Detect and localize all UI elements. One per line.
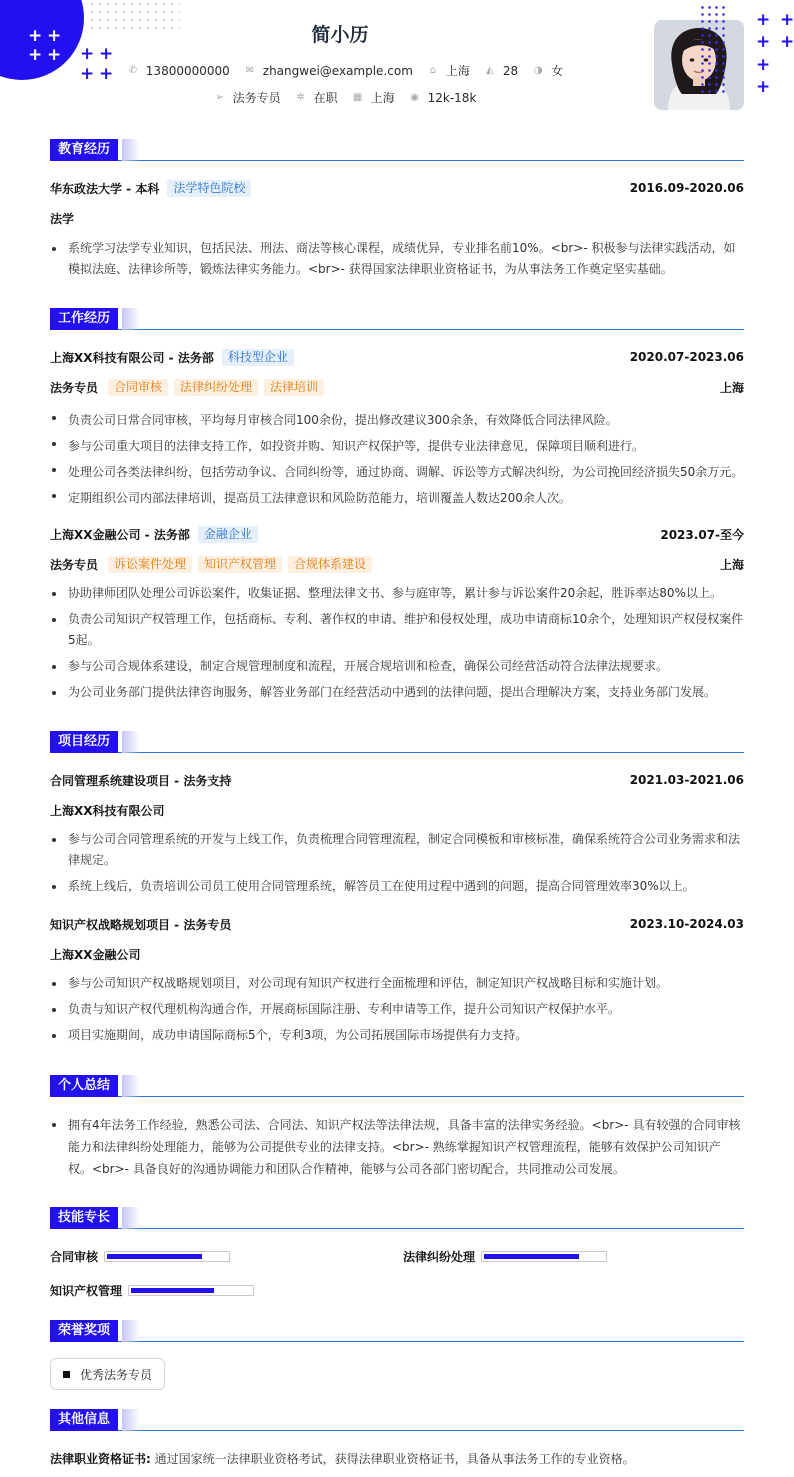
- work-city: 上海: [719, 557, 744, 572]
- section-title: 荣誉奖项: [50, 1320, 118, 1342]
- plus-icon: +: [47, 45, 62, 65]
- square-icon: [63, 1371, 70, 1378]
- plus-icon: +: [99, 44, 114, 64]
- home-icon: ⌂: [429, 65, 437, 76]
- plus-icon: +: [780, 10, 794, 30]
- company-tag: 科技型企业: [222, 349, 294, 366]
- section-title: 项目经历: [50, 731, 118, 753]
- skill-name: 法律纠纷处理: [403, 1250, 476, 1264]
- list-item: 系统学习法学专业知识，包括民法、刑法、商法等核心课程，成绩优异，专业排名前10%。<br>- 积极参与法律实践活动，如模拟法庭、法律诊所等，锻炼法律实务能力。<br>- 获得国家法律职业资格证书，为从事法务工作奠定坚实基础。: [50, 238, 744, 280]
- skill-tag: 知识产权管理: [198, 556, 282, 573]
- project-org: 上海XX科技有限公司: [50, 803, 165, 818]
- skill-item: [50, 1282, 254, 1299]
- skill-tag: 诉讼案件处理: [108, 556, 192, 573]
- skills-section: [50, 1207, 744, 1229]
- major: 法学: [50, 211, 75, 226]
- school: 华东政法大学 - 本科: [50, 181, 160, 196]
- contact-row: [128, 62, 564, 79]
- list-item: 负责公司知识产权管理工作，包括商标、专利、著作权的申请、维护和侵权处理，成功申请商标10余个，处理知识产权侵权案件5起。: [50, 609, 744, 651]
- list-item: 参与公司合规体系建设，制定合规管理制度和流程，开展合规培训和检查，确保公司经营活动符合法律法规要求。: [50, 656, 744, 677]
- section-title: 技能专长: [50, 1207, 118, 1229]
- section-title: 教育经历: [50, 139, 118, 161]
- company: 上海XX科技有限公司 - 法务部: [50, 350, 214, 365]
- education-section: [50, 139, 744, 280]
- salary-icon: ◉: [410, 92, 419, 103]
- skill-tag: 合同审核: [108, 379, 168, 396]
- skill-fill: [131, 1288, 214, 1293]
- list-item: 定期组织公司内部法律培训，提高员工法律意识和风险防范能力，培训覆盖人数达200余人次。: [50, 485, 744, 511]
- list-item: 协助律师团队处理公司诉讼案件，收集证据、整理法律文书、参与庭审等，累计参与诉讼案件20余起，胜诉率达80%以上。: [50, 583, 744, 604]
- project-title: 合同管理系统建设项目 - 法务支持: [50, 773, 232, 788]
- location: 上海: [445, 64, 470, 78]
- skill-tag: 法律纠纷处理: [174, 379, 258, 396]
- plus-icon: +: [756, 10, 771, 30]
- project-date: 2023.10-2024.03: [629, 917, 744, 931]
- project-title: 知识产权战略规划项目 - 法务专员: [50, 917, 232, 932]
- section-title: 个人总结: [50, 1075, 118, 1097]
- decor-dots: [699, 4, 727, 96]
- skill-name: 合同审核: [50, 1250, 99, 1264]
- list-item: 为公司业务部门提供法律咨询服务，解答业务部门在经营活动中遇到的法律问题，提出合理解决方案，支持业务部门发展。: [50, 682, 744, 703]
- age: 28: [502, 63, 519, 78]
- list-item: 负责公司日常合同审核，平均每月审核合同100余份，提出修改建议300余条，有效降低合同法律风险。: [50, 407, 744, 433]
- age-icon: ◭: [486, 65, 494, 76]
- list-item: 系统上线后，负责培训公司员工使用合同管理系统，解答员工在使用过程中遇到的问题，提高合同管理效率30%以上。: [50, 876, 744, 897]
- plus-icon: +: [780, 32, 794, 52]
- work-section: [50, 308, 744, 703]
- list-item: 处理公司各类法律纠纷，包括劳动争议、合同纠纷等，通过协商、调解、诉讼等方式解决纠纷，为公司挽回经济损失50余万元。: [50, 459, 744, 485]
- plus-icon: +: [99, 64, 114, 84]
- skill-tag: 合规体系建设: [288, 556, 372, 573]
- skill-bar: [104, 1251, 230, 1262]
- plus-icon: +: [756, 32, 771, 52]
- email: zhangwei@example.com: [262, 63, 413, 78]
- salary: 12k-18k: [427, 90, 477, 105]
- work-date: 2023.07-至今: [660, 527, 744, 542]
- company: 上海XX金融公司 - 法务部: [50, 527, 190, 542]
- plus-icon: +: [80, 64, 95, 84]
- other-value: 通过国家统一法律职业资格考试，获得法律职业资格证书，具备从事法务工作的专业资格。: [154, 1452, 635, 1466]
- projects-section: [50, 731, 744, 1046]
- plus-icon: +: [756, 55, 771, 75]
- award-badge: [50, 1358, 165, 1390]
- email-icon: ✉: [245, 65, 254, 76]
- other-info: [50, 1450, 635, 1467]
- skill-bar: [481, 1251, 607, 1262]
- plus-icon: +: [47, 26, 62, 46]
- gender: 女: [551, 64, 564, 78]
- skill-fill: [107, 1254, 202, 1259]
- edu-date: 2016.09-2020.06: [629, 181, 744, 195]
- plus-icon: +: [756, 77, 771, 97]
- role: 法务专员: [50, 557, 99, 572]
- list-item: 参与公司知识产权战略规划项目，对公司现有知识产权进行全面梳理和评估，制定知识产权战略目标和实施计划。: [50, 973, 744, 994]
- project-date: 2021.03-2021.06: [629, 773, 744, 787]
- skill-item: [50, 1248, 230, 1265]
- building-icon: ▦: [352, 92, 363, 103]
- summary-section: [50, 1075, 744, 1180]
- plus-icon: +: [28, 26, 43, 46]
- section-title: 工作经历: [50, 308, 118, 330]
- school-tag: 法学特色院校: [167, 180, 251, 197]
- work-date: 2020.07-2023.06: [629, 350, 744, 364]
- status-icon: ✲: [296, 92, 305, 103]
- skill-fill: [484, 1254, 579, 1259]
- skill-tag: 法律培训: [264, 379, 324, 396]
- skill-item: [403, 1248, 607, 1265]
- job-status: 在职: [313, 91, 338, 105]
- other-label: 法律职业资格证书:: [50, 1452, 151, 1466]
- job-title: 法务专员: [232, 91, 281, 105]
- role: 法务专员: [50, 380, 99, 395]
- list-item: 拥有4年法务工作经验，熟悉公司法、合同法、知识产权法等法律法规，具备丰富的法律实务经验。<br>- 具有较强的合同审核能力和法律纠纷处理能力，能够为公司提供专业的法律支持。<br>- 熟练掌握知识产权管理流程，能够有效保护公司知识产权。<br>- 具备良好的沟通协调能力和团队合作精神，能够与公司各部门密切配合，共同推动公司发展。: [50, 1114, 744, 1180]
- other-section: [50, 1409, 744, 1431]
- list-item: 项目实施期间，成功申请国际商标5个，专利3项，为公司拓展国际市场提供有力支持。: [50, 1025, 744, 1046]
- plus-icon: +: [80, 44, 95, 64]
- skill-name: 知识产权管理: [50, 1284, 123, 1298]
- award-name: 优秀法务专员: [80, 1367, 153, 1382]
- target-city: 上海: [370, 91, 395, 105]
- phone-icon: ✆: [128, 65, 137, 76]
- awards-section: [50, 1320, 744, 1342]
- work-city: 上海: [719, 380, 744, 395]
- list-item: 负责与知识产权代理机构沟通合作，开展商标国际注册、专利申请等工作，提升公司知识产权保护水平。: [50, 999, 744, 1020]
- project-org: 上海XX金融公司: [50, 947, 141, 962]
- company-tag: 金融企业: [198, 526, 258, 543]
- skill-bar: [128, 1285, 254, 1296]
- list-item: 参与公司合同管理系统的开发与上线工作，负责梳理合同管理流程，制定合同模板和审核标准，确保系统符合公司业务需求和法律规定。: [50, 829, 744, 871]
- intent-row: [130, 89, 560, 106]
- section-title: 其他信息: [50, 1409, 118, 1431]
- candidate-name: 简小历: [311, 24, 369, 46]
- plus-icon: +: [28, 45, 43, 65]
- gender-icon: ◑: [533, 65, 543, 76]
- phone: 13800000000: [145, 63, 230, 78]
- send-icon: ➢: [215, 92, 224, 103]
- list-item: 参与公司重大项目的法律支持工作，如投资并购、知识产权保护等，提供专业法律意见，保障项目顺利进行。: [50, 433, 744, 459]
